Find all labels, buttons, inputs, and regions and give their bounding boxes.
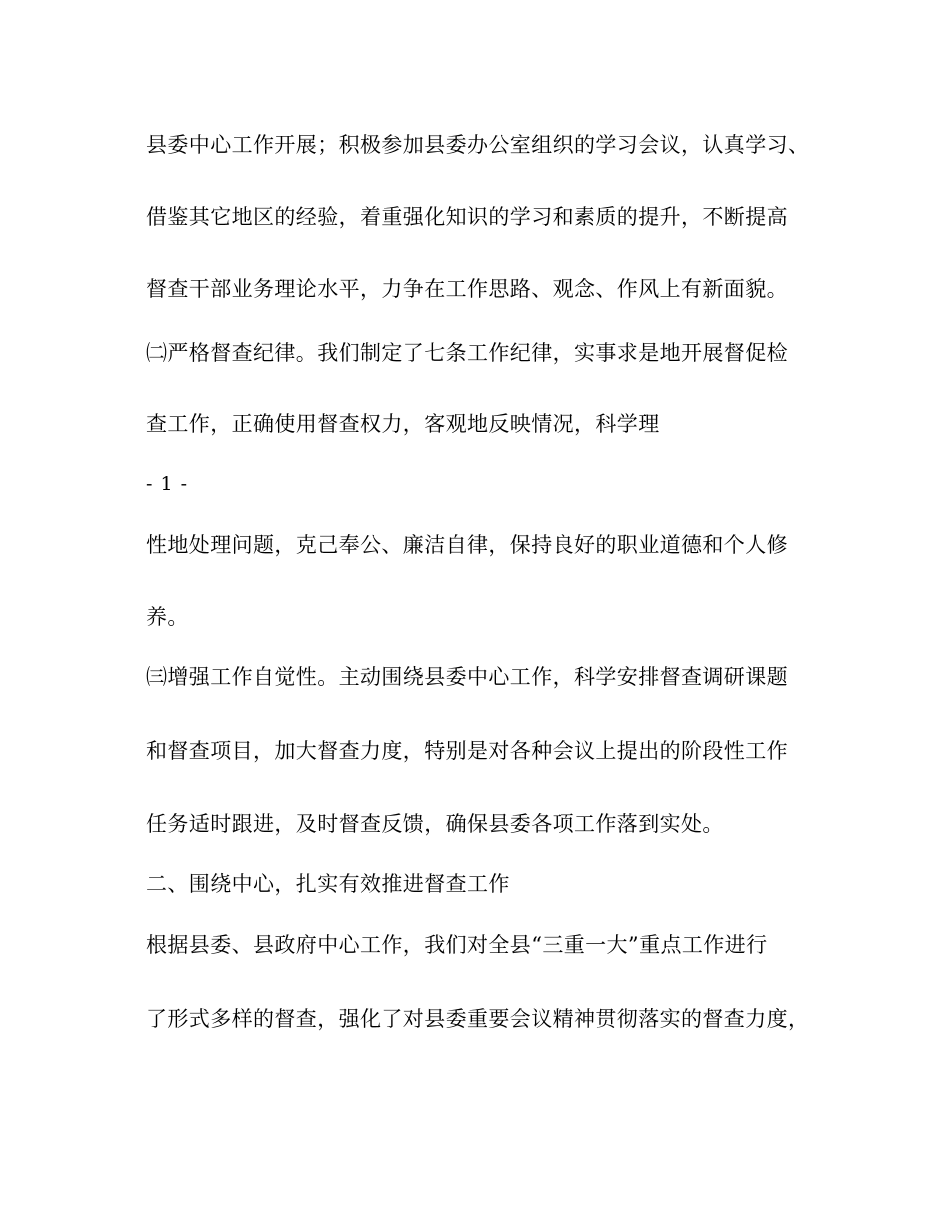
text-line: ㈢增强工作自觉性。主动围绕县委中心工作，科学安排督查调研课题 <box>146 665 788 689</box>
text-line: 县委中心工作开展；积极参加县委办公室组织的学习会议，认真学习、 <box>146 133 810 157</box>
text-line: 和督查项目，加大督查力度，特别是对各种会议上提出的阶段性工作 <box>146 739 788 763</box>
text-line: 根据县委、县政府中心工作，我们对全县“三重一大”重点工作进行 <box>146 933 768 957</box>
section-heading: 二、围绕中心，扎实有效推进督查工作 <box>146 872 510 896</box>
text-line: 督查干部业务理论水平，力争在工作思路、观念、作风上有新面貌。 <box>146 277 788 301</box>
page-number: - 1 - <box>146 473 189 495</box>
text-line: 性地处理问题，克己奉公、廉洁自律，保持良好的职业道德和个人修 <box>146 533 788 557</box>
text-line: ㈡严格督查纪律。我们制定了七条工作纪律，实事求是地开展督促检 <box>146 341 788 365</box>
text-line: 了形式多样的督查，强化了对县委重要会议精神贯彻落实的督查力度， <box>146 1007 810 1031</box>
text-line: 借鉴其它地区的经验，着重强化知识的学习和素质的提升，不断提高 <box>146 205 788 229</box>
text-line: 养。 <box>146 605 189 629</box>
text-line: 查工作，正确使用督查权力，客观地反映情况，科学理 <box>146 412 660 436</box>
text-line: 任务适时跟进，及时督查反馈，确保县委各项工作落到实处。 <box>146 812 724 836</box>
